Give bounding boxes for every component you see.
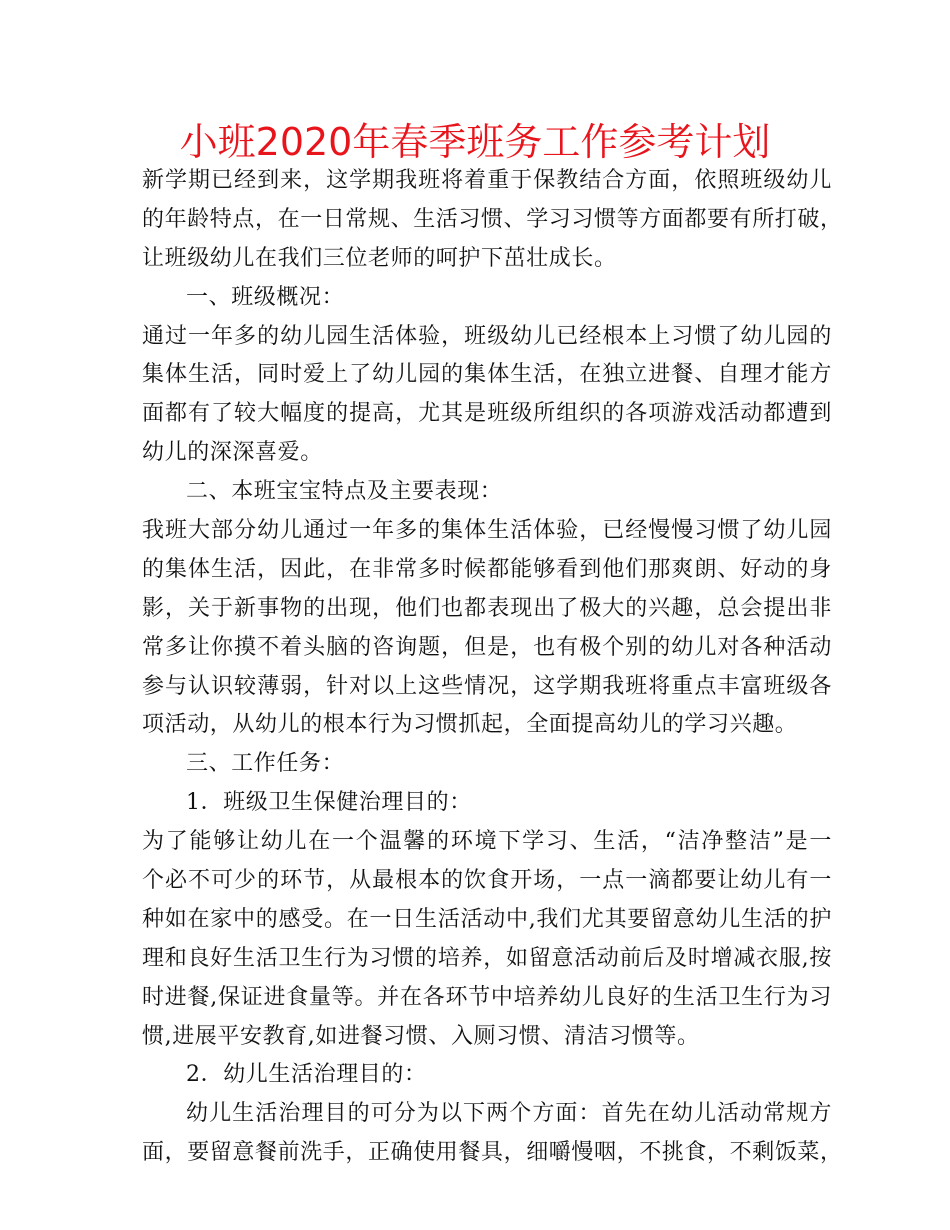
paragraph-line: 幼儿生活治理目的可分为以下两个方面：首先在幼儿活动常规方	[186, 1101, 832, 1127]
paragraph-line: 让班级幼儿在我们三位老师的呵护下茁壮成长。	[142, 245, 617, 271]
paragraph-line: 时进餐,保证进食量等。并在各环节中培养幼儿良好的生活卫生行为习	[142, 984, 832, 1010]
paragraph-line: 影，关于新事物的出现，他们也都表现出了极大的兴趣，总会提出非	[142, 595, 832, 621]
section-heading: 三、工作任务：	[186, 751, 345, 777]
paragraph-line: 幼儿的深深喜爱。	[142, 440, 323, 466]
paragraph-line: 项活动，从幼儿的根本行为习惯抓起，全面提高幼儿的学习兴趣。	[142, 712, 798, 738]
paragraph-line: 集体生活，同时爱上了幼儿园的集体生活，在独立进餐、自理才能方	[142, 362, 832, 388]
paragraph-line: 惯,进展平安教育,如进餐习惯、入厕习惯、清洁习惯等。	[142, 1023, 700, 1049]
paragraph-line: 的年龄特点，在一日常规、生活习惯、学习习惯等方面都要有所打破，	[142, 206, 843, 232]
paragraph-line: 理和良好生活卫生行为习惯的培养，如留意活动前后及时增减衣服,按	[142, 945, 832, 971]
paragraph-line: 的集体生活，因此，在非常多时候都能够看到他们那爽朗、好动的身	[142, 556, 832, 582]
paragraph-line: 常多让你摸不着头脑的咨询题，但是，也有极个别的幼儿对各种活动	[142, 634, 832, 660]
paragraph-line: 参与认识较薄弱，针对以上这些情况，这学期我班将重点丰富班级各	[142, 673, 832, 699]
paragraph-line: 为了能够让幼儿在一个温馨的环境下学习、生活，“洁净整洁”是一	[142, 829, 832, 855]
document-title: 小班2020年春季班务工作参考计划	[179, 120, 771, 164]
subsection-heading: 1．班级卫生保健治理目的：	[186, 790, 472, 816]
paragraph-line: 种如在家中的感受。在一日生活活动中,我们尤其要留意幼儿生活的护	[142, 906, 832, 932]
paragraph-line: 面都有了较大幅度的提高，尤其是班级所组织的各项游戏活动都遭到	[142, 401, 832, 427]
paragraph-line: 新学期已经到来，这学期我班将着重于保教结合方面，依照班级幼儿	[142, 168, 832, 193]
paragraph-line: 通过一年多的幼儿园生活体验，班级幼儿已经根本上习惯了幼儿园的	[142, 323, 832, 349]
subsection-heading: 2．幼儿生活治理目的：	[186, 1062, 427, 1088]
paragraph-line: 面，要留意餐前洗手，正确使用餐具，细嚼慢咽，不挑食，不剩饭菜，	[142, 1140, 843, 1166]
document-body	[142, 162, 843, 1173]
paragraph-line: 个必不可少的环节，从最根本的饮食开场，一点一滴都要让幼儿有一	[142, 868, 832, 894]
section-heading: 二、本班宝宝特点及主要表现：	[186, 479, 503, 505]
section-heading: 一、班级概况：	[186, 284, 345, 310]
paragraph-line: 我班大部分幼儿通过一年多的集体生活体验，已经慢慢习惯了幼儿园	[142, 518, 832, 544]
